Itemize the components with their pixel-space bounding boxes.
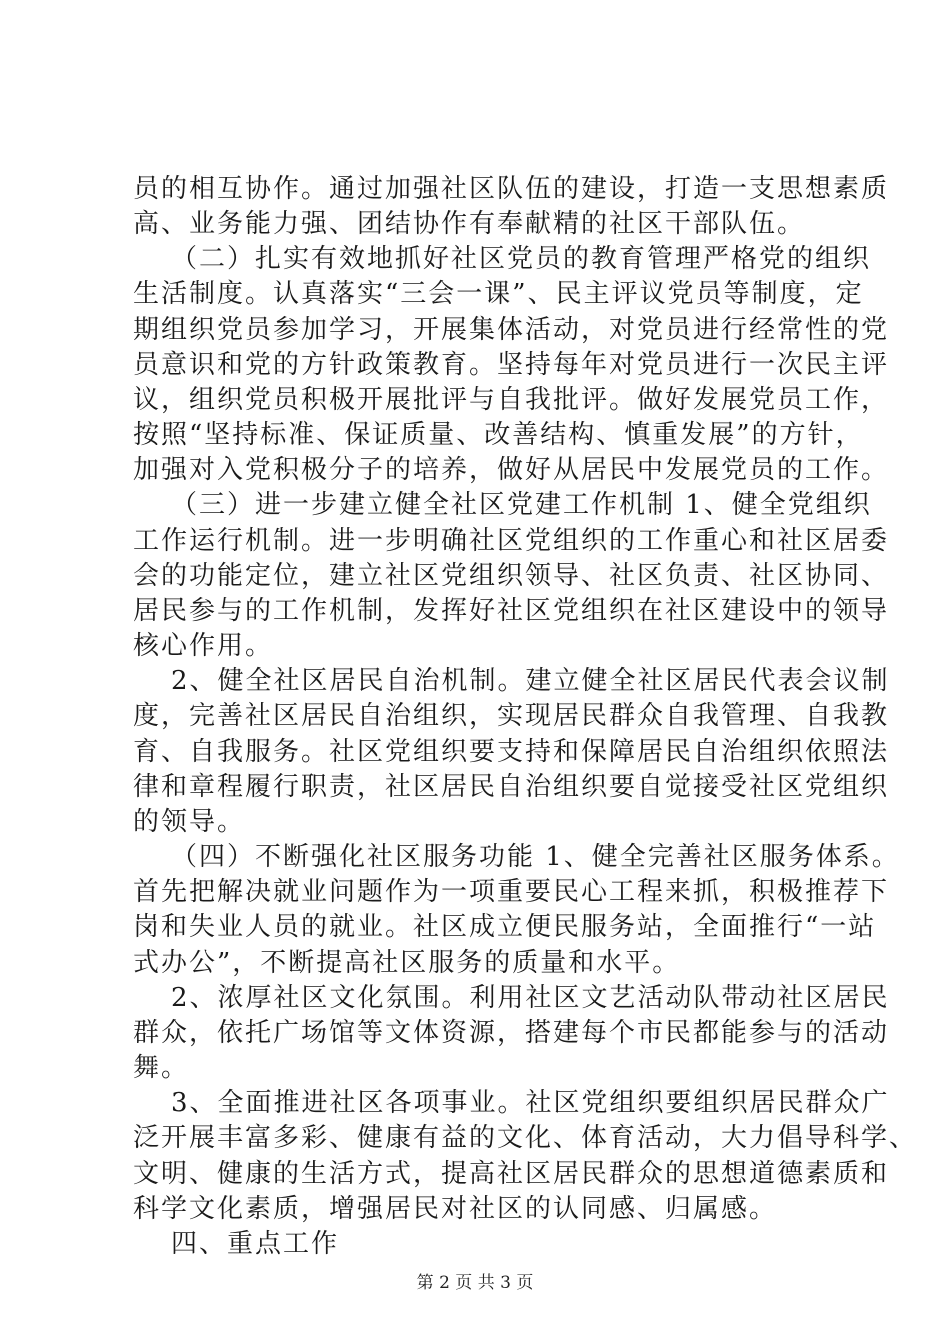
page-number-footer: 第 2 页 共 3 页 <box>416 1273 534 1293</box>
body-line: 科学文化素质，增强居民对社区的认同感、归属感。 <box>133 1193 778 1224</box>
body-line: 期组织党员参加学习，开展集体活动，对党员进行经常性的党 <box>133 314 890 345</box>
body-line: 加强对入党积极分子的培养，做好从居民中发展党员的工作。 <box>133 455 890 486</box>
body-line: 律和章程履行职责，社区居民自治组织要自觉接受社区党组织 <box>133 771 890 802</box>
body-line: （四）不断强化社区服务功能 1、健全完善社区服务体系。 <box>171 842 900 873</box>
body-line: 群众，依托广场馆等文体资源，搭建每个市民都能参与的活动 <box>133 1017 890 1048</box>
body-line: 度，完善社区居民自治组织，实现居民群众自我管理、自我教 <box>133 701 890 732</box>
body-line: 员的相互协作。通过加强社区队伍的建设，打造一支思想素质 <box>133 174 890 204</box>
body-line: 文明、健康的生活方式，提高社区居民群众的思想道德素质和 <box>133 1158 890 1189</box>
body-line: 工作运行机制。进一步明确社区党组织的工作重心和社区居委 <box>133 525 890 556</box>
body-line: 泛开展丰富多彩、健康有益的文化、体育活动，大力倡导科学、 <box>133 1123 918 1154</box>
body-line: 2、健全社区居民自治机制。建立健全社区居民代表会议制 <box>171 666 890 697</box>
body-line: 育、自我服务。社区党组织要支持和保障居民自治组织依照法 <box>133 736 890 767</box>
body-line: 岗和失业人员的就业。社区成立便民服务站，全面推行“一站 <box>133 912 877 943</box>
body-line: 按照“坚持标准、保证质量、改善结构、慎重发展”的方针， <box>133 420 864 451</box>
body-line: 的领导。 <box>133 806 246 837</box>
body-line: 首先把解决就业问题作为一项重要民心工程来抓，积极推荐下 <box>133 877 890 908</box>
body-line: 核心作用。 <box>133 631 274 662</box>
body-line: 会的功能定位，建立社区党组织领导、社区负责、社区协同、 <box>133 560 890 591</box>
body-line: 式办公”，不断提高社区服务的质量和水平。 <box>133 947 681 978</box>
body-line: 议，组织党员积极开展批评与自我批评。做好发展党员工作， <box>133 384 890 415</box>
body-line: 生活制度。认真落实“三会一课”、民主评议党员等制度，定 <box>133 279 864 310</box>
body-line: 四、重点工作 <box>171 1228 340 1259</box>
body-line: （三）进一步建立健全社区党建工作机制 1、健全党组织 <box>171 490 872 521</box>
body-line: 舞。 <box>133 1053 190 1084</box>
body-line: 2、浓厚社区文化氛围。利用社区文艺活动队带动社区居民 <box>171 982 890 1013</box>
body-line: 3、全面推进社区各项事业。社区党组织要组织居民群众广 <box>171 1088 890 1119</box>
body-line: 高、业务能力强、团结协作有奉献精的社区干部队伍。 <box>133 209 806 240</box>
body-line: （二）扎实有效地抓好社区党员的教育管理严格党的组织 <box>171 244 872 275</box>
body-line: 员意识和党的方针政策教育。坚持每年对党员进行一次民主评 <box>133 349 890 380</box>
body-line: 居民参与的工作机制，发挥好社区党组织在社区建设中的领导 <box>133 595 890 626</box>
